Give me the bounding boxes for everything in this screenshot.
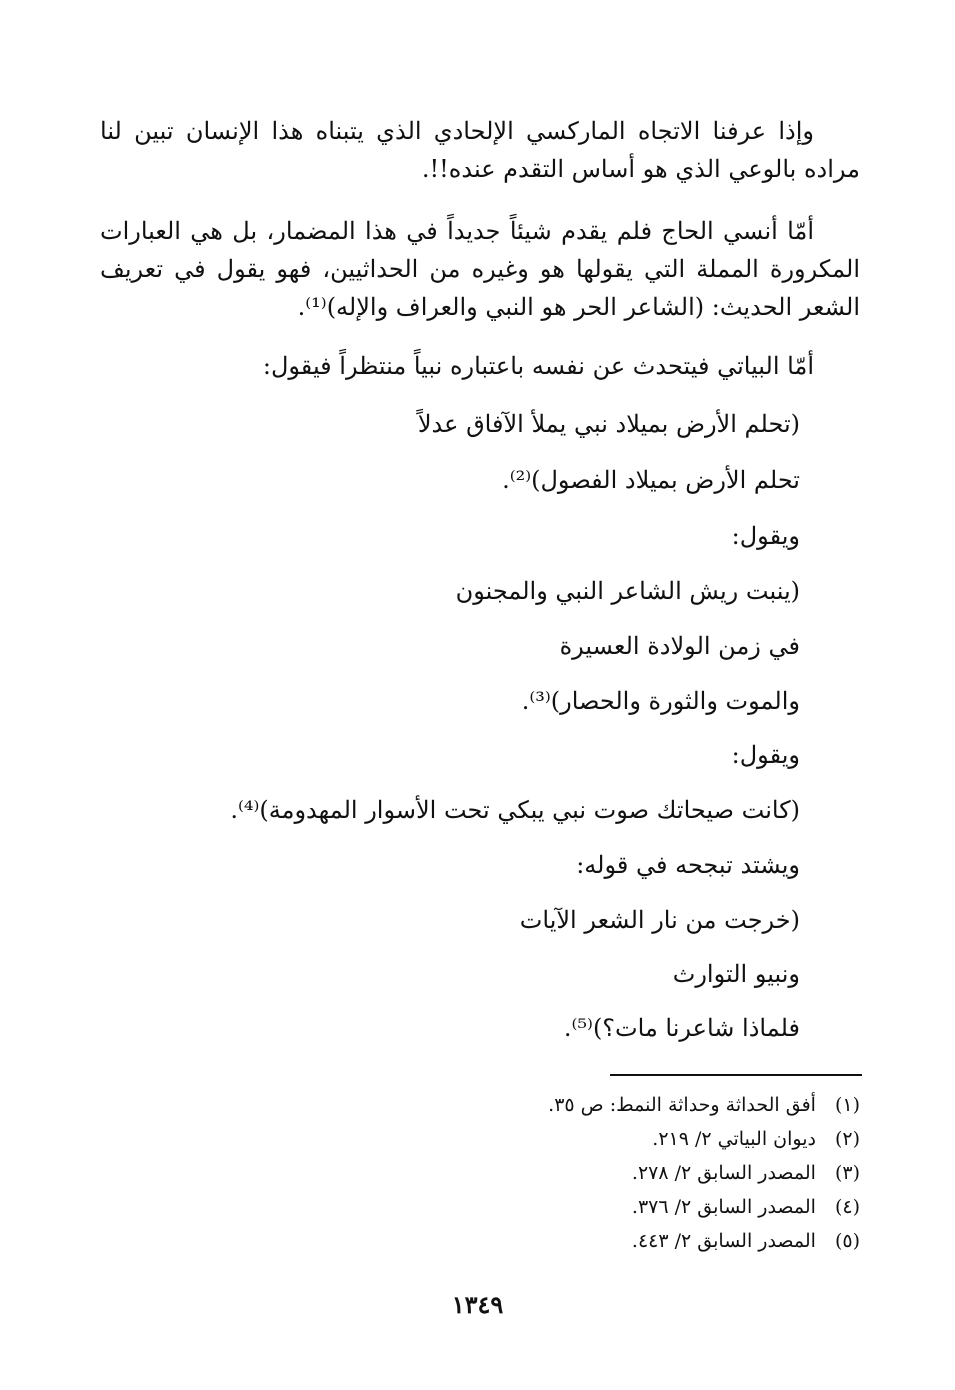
footnote-text: المصدر السابق ٢/ ٤٤٣. bbox=[631, 1230, 816, 1252]
footnote-item bbox=[360, 1224, 860, 1258]
intro-line: ويقول: bbox=[731, 741, 800, 769]
footnote-number: (١) bbox=[834, 1094, 860, 1116]
poem-line: تحلم الأرض بميلاد الفصول)⁽²⁾. bbox=[502, 466, 800, 494]
footnotes bbox=[360, 1088, 860, 1258]
poem-line: (خرجت من نار الشعر الآيات bbox=[519, 906, 800, 934]
poem-line: (تحلم الأرض بميلاد نبي يملأ الآفاق عدلاً bbox=[417, 410, 800, 438]
poem-line: ونبيو التوارث bbox=[672, 960, 800, 988]
footnote-number: (٣) bbox=[834, 1162, 860, 1184]
poem-line: فلماذا شاعرنا مات؟)⁽⁵⁾. bbox=[563, 1014, 800, 1042]
poem-line: والموت والثورة والحصار)⁽³⁾. bbox=[521, 687, 800, 715]
page-number: ١٣٤٩ bbox=[451, 1290, 504, 1319]
footnote-divider bbox=[610, 1074, 862, 1076]
footnote-item bbox=[360, 1156, 860, 1190]
footnote-number: (٤) bbox=[834, 1196, 860, 1218]
poem-line: (ينبت ريش الشاعر النبي والمجنون bbox=[455, 577, 800, 605]
footnote-text: ديوان البياتي ٢/ ٢١٩. bbox=[652, 1128, 816, 1150]
poem-line: (كانت صيحاتك صوت نبي يبكي تحت الأسوار المهدومة)⁽⁴⁾. bbox=[230, 796, 800, 824]
poem-line: في زمن الولادة العسيرة bbox=[559, 632, 800, 660]
footnote-item bbox=[360, 1122, 860, 1156]
footnote-text: المصدر السابق ٢/ ٢٧٨. bbox=[631, 1162, 816, 1184]
paragraph-unsi-al-hajj: أمّا أنسي الحاج فلم يقدم شيئاً جديداً في هذا المضمار، بل هي العبارات المكرورة المملة التي يقولها هو وغيره من الحداثيين، فهو يقول في تعريف الشعر الحديث: (الشاعر الحر هو النبي والعراف والإله)⁽¹⁾. bbox=[100, 217, 860, 321]
footnote-number: (٢) bbox=[834, 1128, 860, 1150]
footnote-text: أفق الحداثة وحداثة النمط: ص ٣٥. bbox=[548, 1094, 816, 1116]
intro-line: ويشتد تبجحه في قوله: bbox=[576, 851, 800, 879]
paragraph-bayati-intro: أمّا البياتي فيتحدث عن نفسه باعتباره نبياً منتظراً فيقول: bbox=[262, 352, 814, 380]
intro-line: ويقول: bbox=[731, 522, 800, 550]
footnote-number: (٥) bbox=[834, 1230, 860, 1252]
paragraph-marxist-direction: وإذا عرفنا الاتجاه الماركسي الإلحادي الذي يتبناه هذا الإنسان تبين لنا مراده بالوعي الذي هو أساس التقدم عنده!!. bbox=[100, 117, 860, 183]
footnote-item bbox=[360, 1088, 860, 1122]
footnote-item bbox=[360, 1190, 860, 1224]
footnote-text: المصدر السابق ٢/ ٣٧٦. bbox=[631, 1196, 816, 1218]
